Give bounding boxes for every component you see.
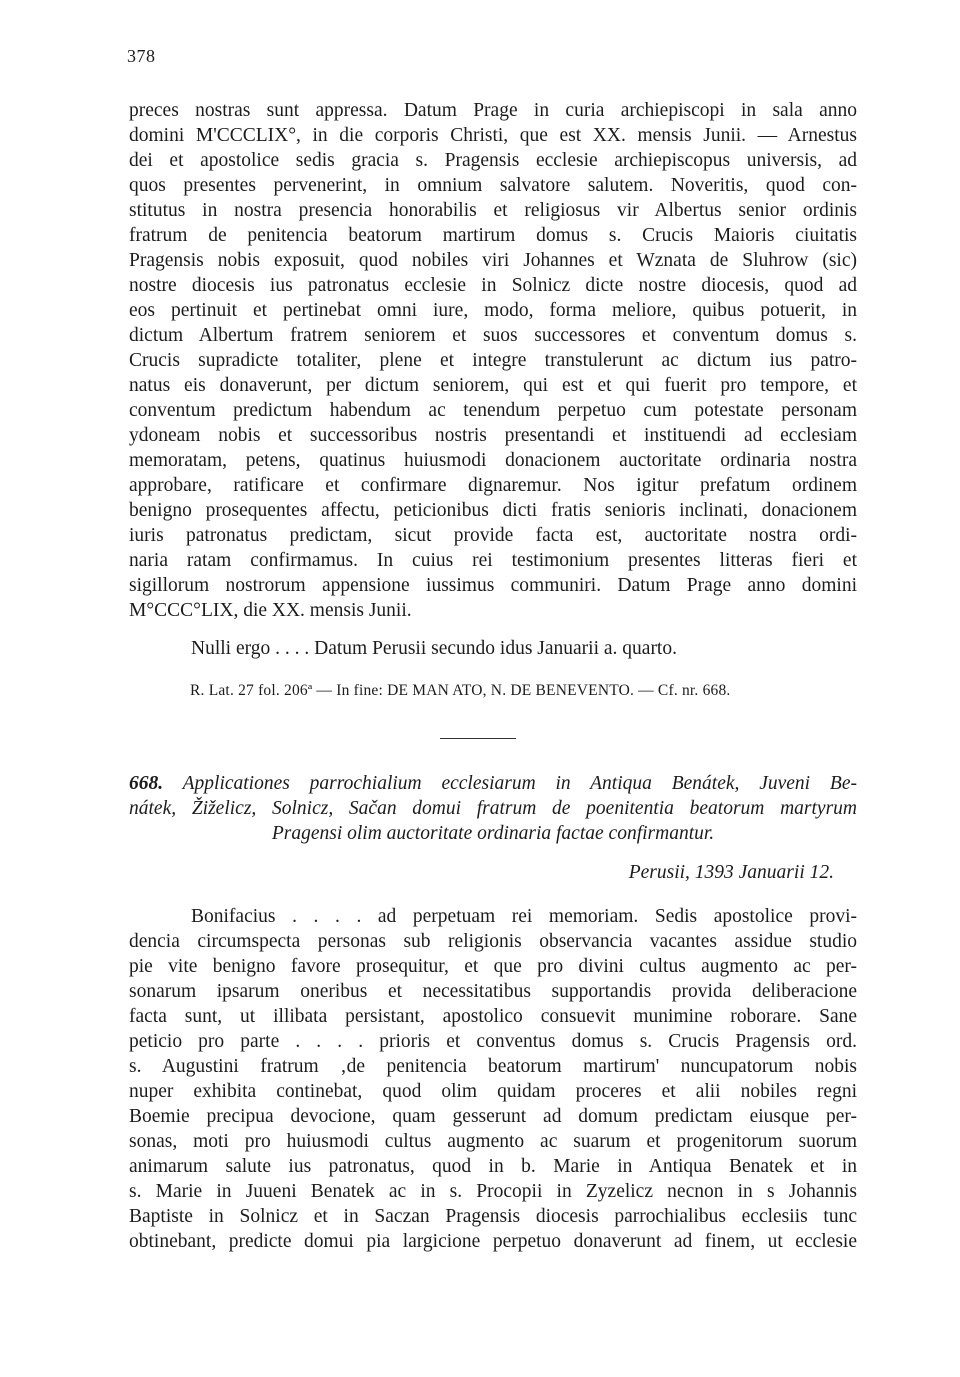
text-line: nostre diocesis ius patronatus ecclesie in Solnicz dicte nostre diocesis, quod ad <box>129 275 857 296</box>
dateline: Perusii, 1393 Januarii 12. <box>628 862 834 883</box>
text-line: memoratam, petens, quatinus huiusmodi donacionem auctoritate ordinaria nostra <box>129 450 857 471</box>
text-line: sonarum ipsarum oneribus et necessitatibus supportandis provida deliberacione <box>129 981 857 1002</box>
heading-line-text: Applicationes parrochialium ecclesiarum in Antiqua Benátek, Juveni Be- <box>182 773 857 794</box>
section-divider <box>440 738 516 739</box>
text-line: ydoneam nobis et successoribus nostris presentandi et instituendi ad ecclesiam <box>129 425 857 446</box>
text-line: dencia circumspecta personas sub religionis observancia vacantes assidue studio <box>129 931 857 952</box>
text-line: Crucis supradicte totaliter, plene et integre transtulerunt ac dictum ius patro- <box>129 350 857 371</box>
text-line: dictum Albertum fratrem seniorem et suos successores et conventum domus s. <box>129 325 857 346</box>
page-number: 378 <box>127 46 156 66</box>
text-line: sonas, moti pro huiusmodi cultus augmento ac suarum et progenitorum suorum <box>129 1131 857 1152</box>
heading-line <box>129 771 857 796</box>
text-line: domini M'CCCLIX°, in die corporis Christi, que est XX. mensis Junii. — Arnestus <box>129 125 857 146</box>
text-line: s. Augustini fratrum ‚de penitencia beatorum martirum' nuncupatorum nobis <box>129 1056 857 1077</box>
text-line: sigillorum nostrorum appensione iussimus communiri. Datum Prage anno domini <box>129 575 857 596</box>
text-line: stitutus in nostra presencia honorabilis et religiosus vir Albertus senior ordinis <box>129 200 857 221</box>
text-line: s. Marie in Juueni Benatek ac in s. Procopii in Zyzelicz necnon in s Johannis <box>129 1181 857 1202</box>
text-line: naria ratam confirmamus. In cuius rei testimonium presentes litteras fieri et <box>129 550 857 571</box>
text-line: conventum predictum habendum ac tenendum perpetuo cum potestate personam <box>129 400 857 421</box>
text-line: benigno prosequentes affectu, peticionibus dicti fratis senioris inclinati, donacionem <box>129 500 857 521</box>
text-line: facta sunt, ut illibata persistant, apostolico consuevit munimine roborare. Sane <box>129 1006 857 1027</box>
text-line: Boemie precipua devocione, quam gesserunt ad domum predictam eiusque per- <box>129 1106 857 1127</box>
text-line: animarum salute ius patronatus, quod in b. Marie in Antiqua Benatek et in <box>129 1156 857 1177</box>
text-line: obtinebant, predicte domui pia largicione perpetuo donaverunt ad finem, ut ecclesie <box>129 1231 857 1252</box>
nulli-ergo-line: Nulli ergo . . . . Datum Perusii secundo idus Januarii a. quarto. <box>191 638 677 659</box>
text-line: Bonifacius . . . . ad perpetuam rei memoriam. Sedis apostolice provi- <box>191 906 857 927</box>
text-line: quos presentes pervenerint, in omnium salvatore salutem. Noveritis, quod con- <box>129 175 857 196</box>
text-line: preces nostras sunt appressa. Datum Prage in curia archiepiscopi in sala anno <box>129 100 857 121</box>
document-number: 668. <box>129 773 164 794</box>
heading-line: Pragensi olim auctoritate ordinaria factae confirmantur. <box>271 823 715 844</box>
document-heading <box>129 771 857 846</box>
text-line: approbare, ratificare et confirmare dignaremur. Nos igitur prefatum ordinem <box>129 475 857 496</box>
text-line: pie vite benigno favore prosequitur, et que pro divini cultus augmento ac per- <box>129 956 857 977</box>
text-line: fratrum de penitencia beatorum martirum domus s. Crucis Maioris ciuitatis <box>129 225 857 246</box>
text-line: nuper exhibita continebat, quod olim quidam proceres et alii nobiles regni <box>129 1081 857 1102</box>
charter-text-block <box>129 98 857 623</box>
heading-line: nátek, Žiželicz, Solnicz, Sačan domui fratrum de poenitentia beatorum martyrum <box>129 798 857 819</box>
text-line: peticio pro parte . . . . prioris et conventus domus s. Crucis Pragensis ord. <box>129 1031 857 1052</box>
archival-reference: R. Lat. 27 fol. 206ª — In fine: DE MAN ATO, N. DE BENEVENTO. — Cf. nr. 668. <box>190 682 731 699</box>
text-line: Baptiste in Solnicz et in Saczan Pragensis diocesis parrochialibus ecclesiis tunc <box>129 1206 857 1227</box>
text-line: iuris patronatus predictam, sicut provide facta est, auctoritate nostra ordi- <box>129 525 857 546</box>
text-line: Pragensis nobis exposuit, quod nobiles viri Johannes et Wznata de Sluhrow (sic) <box>129 250 857 271</box>
text-line: eos pertinuit et pertinebat omni iure, modo, forma meliore, quibus potuerit, in <box>129 300 857 321</box>
bull-text-block <box>129 904 857 1254</box>
text-line: dei et apostolice sedis gracia s. Pragensis ecclesie archiepiscopus universis, ad <box>129 150 857 171</box>
text-line: natus eis donaverunt, per dictum seniorem, qui est et qui fuerit pro tempore, et <box>129 375 857 396</box>
text-line: M°CCC°LIX, die XX. mensis Junii. <box>129 600 412 621</box>
